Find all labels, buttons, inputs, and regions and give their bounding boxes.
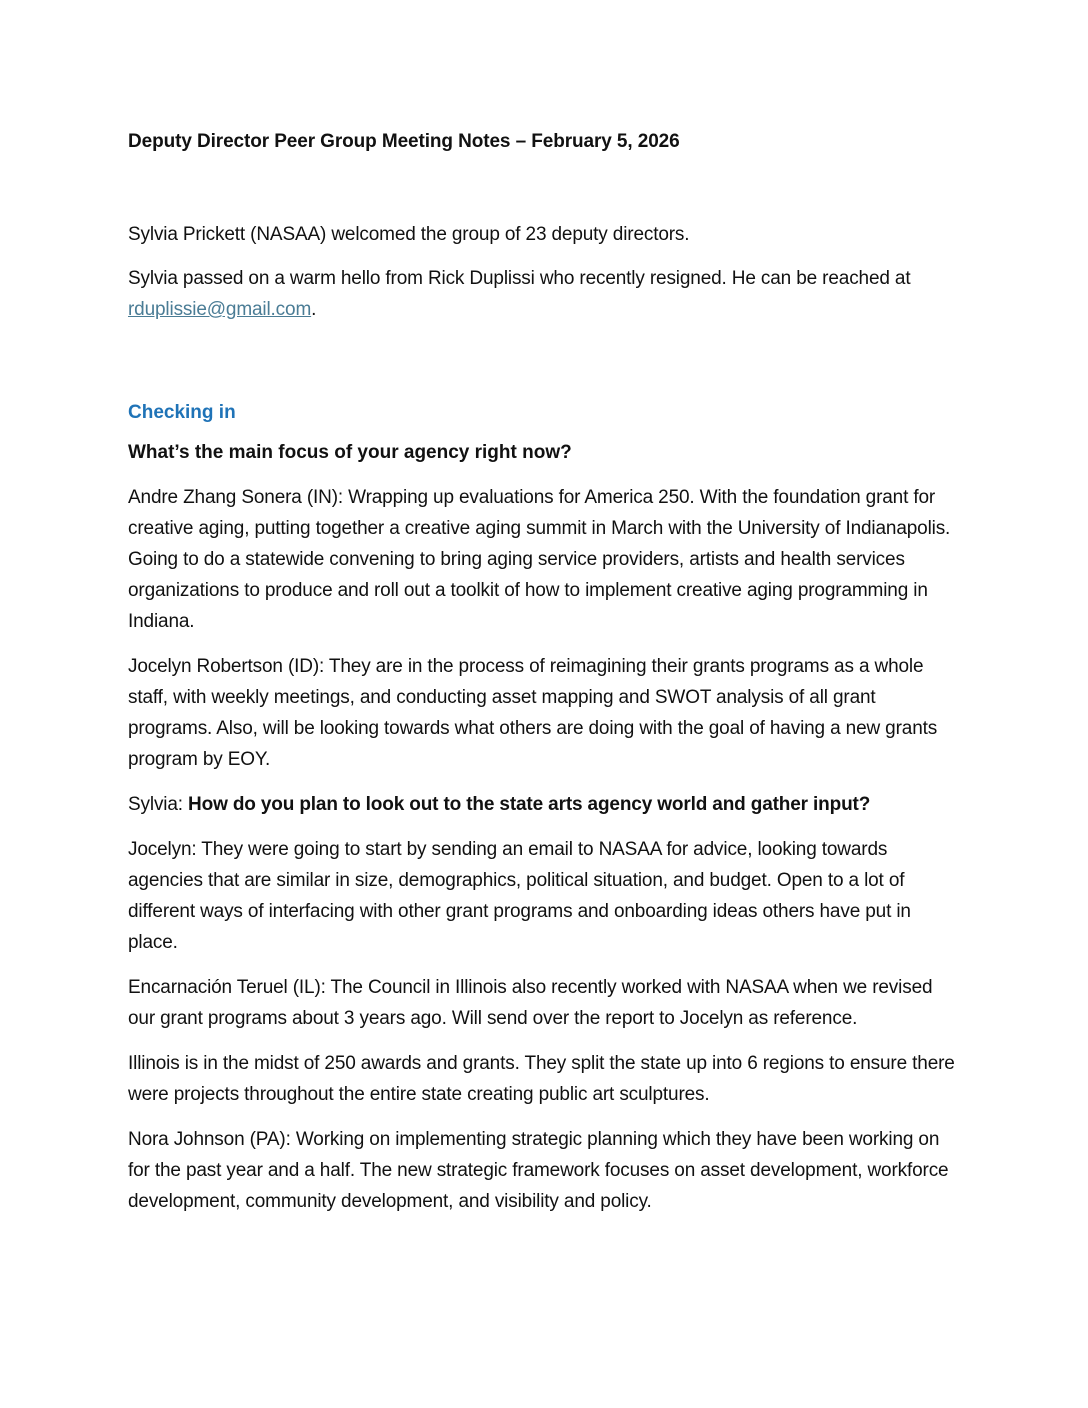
paragraph-encarnacion: Encarnación Teruel (IL): The Council in Illinois also recently worked with NASAA when we revised our grant programs about 3 years ago. Will send over the report to Jocelyn as reference.	[128, 977, 933, 1029]
paragraph-jocelyn-response: Jocelyn: They were going to start by sending an email to NASAA for advice, looking towards agencies that are similar in size, demographics, political situation, and budget. Open to a lot of different ways of interfacing with other grant programs and onboarding ideas others have put in place.	[128, 839, 911, 953]
speaker-label-sylvia: Sylvia:	[128, 794, 189, 815]
paragraph-andre: Andre Zhang Sonera (IN): Wrapping up evaluations for America 250. With the foundation grant for creative aging, putting together a creative aging summit in March with the University of Indianapolis. Going to do a statewide convening to bring aging service providers, artists and health services organizations to produce and roll out a toolkit of how to implement creative aging programming in Indiana.	[128, 487, 951, 632]
intro-paragraph-farewell-end: .	[311, 299, 317, 320]
section-question: What’s the main focus of your agency right now?	[128, 442, 572, 463]
paragraph-illinois: Illinois is in the midst of 250 awards and grants. They split the state up into 6 regions to ensure there were projects throughout the entire state creating public art sculptures.	[128, 1053, 955, 1105]
paragraph-sylvia-question	[128, 789, 964, 820]
intro-paragraph-welcome: Sylvia Prickett (NASAA) welcomed the group of 23 deputy directors.	[128, 224, 690, 245]
paragraph-jocelyn-robertson: Jocelyn Robertson (ID): They are in the process of reimagining their grants programs as a whole staff, with weekly meetings, and conducting asset mapping and SWOT analysis of all grant programs. Also, will be looking towards what others are doing with the goal of having a new grants program by EOY.	[128, 656, 938, 770]
document-body	[128, 128, 964, 1217]
document-title: Deputy Director Peer Group Meeting Notes – February 5, 2026	[128, 131, 680, 152]
section-heading-checking-in: Checking in	[128, 402, 236, 423]
paragraph-nora: Nora Johnson (PA): Working on implementing strategic planning which they have been working on for the past year and a half. The new strategic framework focuses on asset development, workforce development, community development, and visibility and policy.	[128, 1129, 949, 1212]
sylvia-question-text: How do you plan to look out to the state arts agency world and gather input?	[188, 794, 871, 815]
email-link[interactable]: rduplissie@gmail.com	[128, 299, 312, 320]
intro-paragraph-farewell-text: Sylvia passed on a warm hello from Rick Duplissi who recently resigned. He can be reached at	[128, 268, 911, 289]
intro-paragraph-farewell	[128, 263, 964, 325]
